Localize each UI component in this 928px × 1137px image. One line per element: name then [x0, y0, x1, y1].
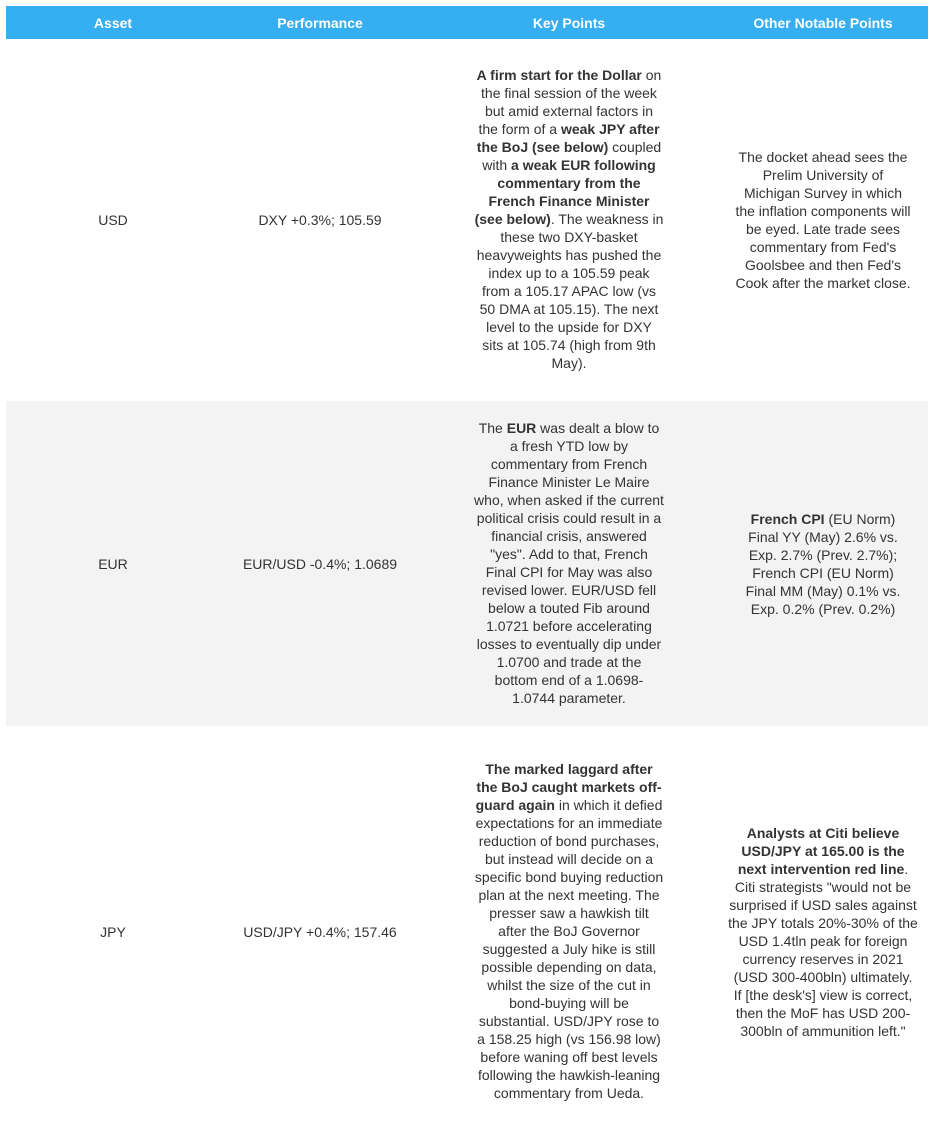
table-row-jpy — [6, 726, 928, 1137]
header-other-notable-points: Other Notable Points — [718, 6, 928, 39]
key-points-text — [474, 66, 664, 372]
kp-text: The — [478, 419, 507, 436]
table-row-eur — [6, 401, 928, 726]
header-row — [6, 6, 928, 39]
performance-cell: EUR/USD -0.4%; 1.0689 — [242, 555, 398, 572]
other-notable-cell — [718, 401, 928, 726]
key-points-cell — [420, 726, 718, 1137]
performance-cell: USD/JPY +0.4%; 157.46 — [243, 923, 397, 940]
fx-summary-table — [6, 6, 928, 1137]
other-notable-cell — [718, 726, 928, 1137]
kp-text: . The weakness in these two DXY-basket heavyweights has pushed the index up to a 105.59 peak from a 105.17 APAC low (vs 50 DMA at 105.15). The next level to the upside for DXY sits at 105.74 (high from 9th May). — [476, 211, 664, 371]
asset-cell: USD — [98, 212, 128, 228]
asset-cell: EUR — [98, 555, 128, 572]
other-notable-text — [728, 824, 918, 1040]
other-notable-text: The docket ahead sees the Prelim University of Michigan Survey in which the inflation components will be eyed. Late trade sees commentary from Fed's Goolsbee and then Fed's Cook after the market close. — [735, 149, 911, 291]
other-notable-text — [737, 510, 909, 618]
key-points-cell — [420, 401, 718, 726]
kp-bold: The marked laggard after the BoJ caught markets off-guard again — [475, 760, 662, 813]
asset-cell: JPY — [100, 923, 126, 940]
other-bold: Analysts at Citi believe USD/JPY at 165.00 is the next intervention red line — [737, 824, 905, 877]
kp-text: was dealt a blow to a fresh YTD low by commentary from French Finance Minister Le Maire who, when asked if the current political crisis could result in a financial crisis, answered "yes". Add to that, French Final CPI for May was also revised lower. EUR/USD fell below a touted Fib around 1.0721 before accelerating losses to eventually dip under 1.0700 and trade at the bottom end of a 1.0698-1.0744 parameter. — [474, 419, 664, 706]
other-text: (EU Norm) Final YY (May) 2.6% vs. Exp. 2.7% (Prev. 2.7%); French CPI (EU Norm) Final MM (May) 0.1% vs. Exp. 0.2% (Prev. 0.2%) — [745, 510, 901, 617]
header-asset: Asset — [6, 6, 220, 39]
kp-bold: A firm start for the Dollar — [476, 67, 642, 83]
other-bold: French CPI — [750, 510, 825, 527]
header-performance: Performance — [220, 6, 420, 39]
key-points-cell — [420, 39, 718, 401]
kp-text: on the final session of the week but amid external factors in the form of a — [478, 67, 662, 137]
performance-cell: DXY +0.3%; 105.59 — [258, 212, 382, 228]
key-points-text — [474, 419, 664, 707]
kp-text: in which it defied expectations for an immediate reduction of bond purchases, but instead will decide on a specific bond buying reduction plan at the next meeting. The presser saw a hawkish tilt after the BoJ Governor suggested a July hike is still possible depending on data, whilst the size of the cut in bond-buying will be substantial. USD/JPY rose to a 158.25 high (vs 156.98 low) before waning off best levels following the hawkish-leaning commentary from Ueda. — [474, 796, 664, 1101]
table-row-usd — [6, 39, 928, 401]
kp-text: coupled with — [482, 139, 662, 173]
header-key-points: Key Points — [420, 6, 718, 39]
other-text: . Citi strategists "would not be surprised if USD sales against the JPY totals 20%-30% of the USD 1.4tln peak for foreign currency reserves in 2021 (USD 300-400bln) ultimately. If [the desk's] view is correct, then the MoF has USD 200-300bln of ammunition left." — [728, 860, 918, 1039]
kp-bold: weak JPY after the BoJ (see below) — [476, 121, 660, 155]
other-notable-cell — [718, 39, 928, 401]
key-points-text — [474, 760, 664, 1102]
kp-bold: EUR — [506, 419, 537, 436]
kp-bold: a weak EUR following commentary from the French Finance Minister (see below) — [474, 157, 656, 227]
